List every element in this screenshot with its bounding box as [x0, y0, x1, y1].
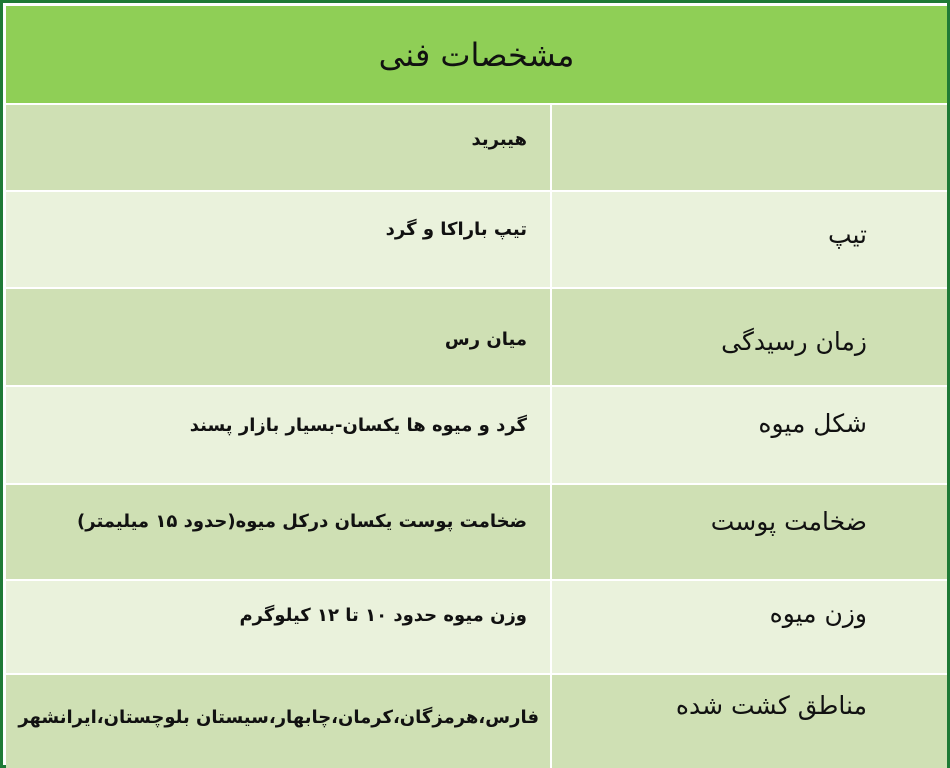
table-row	[6, 579, 947, 673]
row-value: فارس،هرمزگان،کرمان،چابهار،سیستان بلوچستان،ایرانشهر	[18, 707, 539, 728]
row-value: گرد و میوه ها یکسان-بسیار بازار پسند	[189, 415, 527, 436]
column-divider	[550, 103, 552, 768]
table-row	[6, 287, 947, 385]
row-label: وزن میوه	[769, 599, 867, 628]
row-value: ضخامت پوست یکسان درکل میوه(حدود ۱۵ میلیمتر)	[77, 511, 527, 532]
row-value: وزن میوه حدود ۱۰ تا ۱۲ کیلوگرم	[239, 605, 527, 626]
table-row	[6, 673, 947, 768]
row-label: ضخامت پوست	[710, 507, 867, 536]
row-value: هیبرید	[471, 129, 527, 150]
row-value: تیپ باراکا و گرد	[385, 219, 527, 240]
table-row	[6, 103, 947, 190]
table-row	[6, 483, 947, 579]
table-row	[6, 385, 947, 483]
row-label: تیپ	[827, 220, 867, 249]
row-label: شکل میوه	[758, 409, 867, 438]
row-value: میان رس	[444, 329, 527, 350]
table-row	[6, 190, 947, 287]
table-title: مشخصات فنی	[6, 6, 947, 104]
row-label: زمان رسیدگی	[721, 327, 867, 356]
row-label: مناطق کشت شده	[675, 691, 867, 720]
